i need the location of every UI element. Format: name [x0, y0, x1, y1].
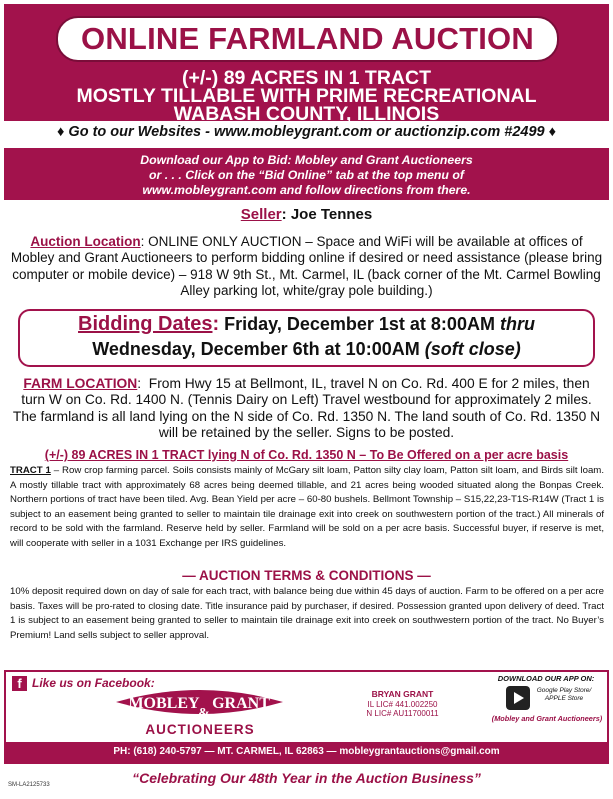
store-text[interactable]: Google Play Store/ APPLE Store [536, 687, 592, 702]
facebook-icon[interactable]: f [12, 676, 27, 691]
app-line-3: www.mobleygrant.com and follow directions from there. [142, 183, 471, 197]
bidding-end: Wednesday, December 6th at 10:00AM [92, 339, 420, 359]
app-line-1: Download our App to Bid: Mobley and Grant Auctioneers [140, 153, 473, 167]
farm-location-label: FARM LOCATION [23, 376, 138, 391]
bryan-grant-info [340, 690, 465, 719]
bryan-license-1: IL LIC# 441.002250 [367, 699, 438, 709]
terms-heading: — AUCTION TERMS & CONDITIONS — [182, 568, 431, 583]
farm-location-text: From Hwy 15 at Bellmont, IL, travel N on Co. Rd. 400 E for 2 miles, then turn W on Co. Rd. 1400 N. (Tennis Dairy on Left) Travel westbound for approximately 2 miles. The farmland is all land lying on the N side of Co. Rd. 1350 N. The land south of Co. Rd. 1350 N will be retained by the seller. Signs to be posted. [12, 376, 601, 440]
celebrate-tagline: “Celebrating Our 48th Year in the Auction Business” [132, 770, 481, 786]
tillable-line: MOSTLY TILLABLE WITH PRIME RECREATIONAL [76, 85, 537, 107]
license-number: SM-LA2125733 [8, 782, 50, 788]
county-line: WABASH COUNTY, ILLINOIS [173, 103, 440, 125]
seller-name: Joe Tennes [290, 206, 373, 223]
facebook-link[interactable]: Like us on Facebook: [32, 676, 155, 690]
tract-label: TRACT 1 [10, 465, 51, 476]
acreage-line: (+/-) 89 ACRES IN 1 TRACT [181, 67, 431, 89]
logo-mobley: MOBLEY [128, 695, 200, 712]
contact-band: PH: (618) 240-5797 — MT. CARMEL, IL 62863 — mobleygrantauctions@gmail.com [4, 742, 609, 762]
tract-heading: (+/-) 89 ACRES IN 1 TRACT lying N of Co. Rd. 1350 N – To Be Offered on a per acre basis [44, 448, 569, 462]
bidding-start: Friday, December 1st at 8:00AM [224, 314, 495, 334]
bidding-line-1: Bidding Dates: Friday, December 1st at 8:00AM thru [78, 313, 535, 335]
farm-location: FARM LOCATION: From Hwy 15 at Bellmont, IL, travel N on Co. Rd. 400 E for 2 miles, then turn W on Co. Rd. 1400 N. (Tennis Dairy on Left) Travel westbound for approximately 2 miles. The farmland is all land lying on the N side of Co. Rd. 1350 N. The land south of Co. Rd. 1350 N will be retained by the seller. Signs to be posted. [12, 376, 601, 440]
title-box [56, 16, 559, 62]
tract-text: – Row crop farming parcel. Soils consists mainly of McGary silt loam, Patton silty clay loam, Patton silt loam, and Birds silt loam. A mostly tillable tract with approximately 68 acres being deemed tillable, and 21 acres being wooded situated along the Bonpas Creek. Northern portions of tract have been tiled. Avg. Bean Yield per acre – 60-80 bushels. Bellmont Township – S15,22,23-T1S-R14W (Tract 1 is subject to an easement being granted to seller to maintain tile drainage exit into creek on southwestern portion of the tract.) All minerals of record to be sold with the farmland. Reserve held by seller. Farmland will be sold on a per acre basis. Successful buyer, if reserve is met, will cooperate with seller in a 1031 Exchange per IRS guidelines. [10, 465, 604, 549]
download-app-name: (Mobley and Grant Auctioneers) [491, 714, 603, 723]
bryan-license-2: N LIC# AU11700011 [366, 709, 439, 718]
tract-description [10, 464, 604, 552]
page-title: ONLINE FARMLAND AUCTION [81, 21, 534, 56]
logo-grant: GRANT [212, 695, 270, 712]
bidding-thru: thru [499, 314, 535, 334]
app-store-icon[interactable] [506, 686, 530, 710]
auction-location-label: Auction Location [30, 234, 141, 249]
auction-location-text: ONLINE ONLY AUCTION – Space and WiFi will be available at offices of Mobley and Grant Auctioneers to perform bidding online if desired or need assistance (please bring computer or mobile device) – 918 W 9th St., Mt. Carmel, IL (back corner of the Mt. Carmel Bowling Alley parking lot, white/gray pole building.) [10, 234, 603, 298]
logo-auctioneers: AUCTIONEERS [145, 722, 255, 737]
play-icon [506, 686, 530, 710]
seller-label: Seller [240, 206, 282, 223]
terms-text: 10% deposit required down on day of sale for each tract, with balance being due within 45 days of auction. Farm to be offered on a per acre basis. Taxes will be pro-rated to closing date. Title insurance paid by purchaser, if desired. Possession granted upon delivery of deed. Tract 1 is subject to an easement being granted to seller to maintain tile drainage exit into creek on southwestern portion of the tract. No Buyer’s Premium! Land sells subject to seller approval. [10, 586, 604, 641]
websites-line: ♦ Go to our Websites - www.mobleygrant.com or auctionzip.com #2499 ♦ [56, 124, 557, 140]
bidding-label: Bidding Dates [78, 313, 213, 335]
logo-ampersand: & [198, 706, 210, 721]
bryan-name: BRYAN GRANT [371, 689, 434, 699]
download-app-heading: DOWNLOAD OUR APP ON: [497, 674, 595, 683]
company-logo [112, 680, 287, 724]
auction-location: Auction Location: ONLINE ONLY AUCTION – Space and WiFi will be available at offices of Mobley and Grant Auctioneers to perform bidding online if desired or need assistance (please bring computer or mobile device) – 918 W 9th St., Mt. Carmel, IL (back corner of the Mt. Carmel Bowling Alley parking lot, white/gray pole building.) [10, 234, 603, 298]
seller-line: Seller: Joe Tennes [240, 206, 373, 223]
soft-close: (soft close) [424, 339, 521, 359]
bidding-line-2 [18, 338, 595, 360]
app-line-2: or . . . Click on the “Bid Online” tab at the top menu of [149, 168, 464, 182]
